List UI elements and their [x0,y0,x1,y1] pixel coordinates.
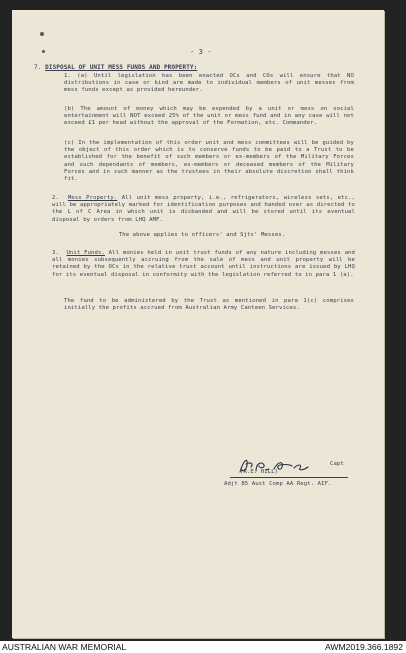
paragraph-1a: 1. (a) Until legislation has been enacted OCs and COs will ensure that NO distributions in case or kind are made to individual members of unit messes from mess funds except as provided hereunder. [64,73,354,94]
page-number: - 3 - [190,48,212,56]
section-number: 7. [34,64,42,71]
paragraph-2-number: 2. [52,195,59,201]
signature-underline [230,477,348,478]
signatory-appointment: Adjt 85 Aust Comp AA Regt. AIF. [224,481,332,487]
paragraph-2 [52,195,355,224]
paragraph-1c: (c) In the implementation of this order unit and mess committees will be guided by the object of this order which is to conserve funds to be paid to a Trust to be established for the benefit of such members or ex-members of the Military Forces and such dependants of members, ex-members or deceased members of the Military Forces and in such manner as the trustees in their absolute discretion shall think fit. [64,140,354,183]
paragraph-2-title: Mess Property. [67,195,118,201]
section-heading [34,64,197,71]
document-page [12,10,384,638]
signature-rank: Capt [330,461,344,467]
paragraph-2-note: The above applies to officers' and Sjts' Messes. [118,232,286,238]
paragraph-3-body: All monies held in unit trust funds of any nature including messes and all monies subsequently accruing from the sale of mess and unit property will be retained by the OCs in the relative trust account until instructions are issued by LHQ for its eventual disposal in conformity with the legislation referred to in para 1 (a). [52,250,355,278]
archive-footer [0,641,406,653]
paragraph-3 [52,250,355,279]
paragraph-2-body: All unit mess property, i.e., refrigerators, wireless sets, etc., will be appropriately marked for identification purposes and handed over as directed to the L of C Area in which unit is disbanded and will be stored until its eventual disposal by orders from LHQ AMF. [52,195,355,223]
paragraph-1b: (b) The amount of money which may be expended by a unit or mess on social entertainment will NOT exceed 25% of the unit or mess fund and in any case will not exceed £1 per head without the approval of the Formation, etc. Commander. [64,106,354,127]
footer-accession-number: AWM2019.366.1892 [324,642,403,652]
punch-hole-mark [40,32,44,36]
footer-institution: AUSTRALIAN WAR MEMORIAL [2,642,127,652]
signatory-typed-name: (R.E. HILL) [240,469,279,475]
paragraph-3-note: The fund to be administered by the Trust as mentioned in para 1(c) comprises initially the profits accrued from Australian Army Canteen Services. [64,298,354,312]
paragraph-3-number: 3. [52,250,59,256]
paragraph-3-title: Unit Funds. [66,250,105,256]
section-title: DISPOSAL OF UNIT MESS FUNDS AND PROPERTY: [45,64,198,71]
punch-hole-mark [42,50,45,53]
